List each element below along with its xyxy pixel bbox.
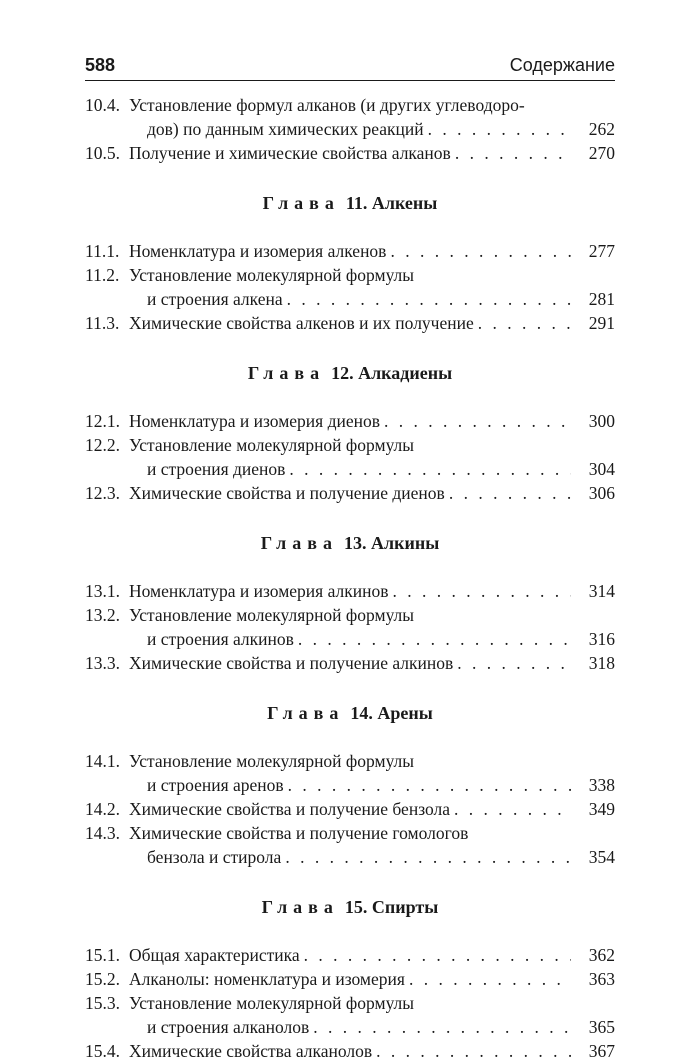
entry-title: и строения алкинов <box>147 629 294 649</box>
entry-title: и строения аренов <box>147 775 284 795</box>
entry-number: 12.3. <box>85 483 120 503</box>
entry-body <box>129 239 615 263</box>
entry-line <box>129 821 615 845</box>
dot-leader <box>409 967 571 991</box>
entry-page: 338 <box>588 775 615 795</box>
chapter-name: 15. Спирты <box>344 897 439 917</box>
entry-body <box>129 943 615 967</box>
chapter-word: Глава <box>247 363 326 383</box>
entry-page: 281 <box>588 289 615 309</box>
entry-line <box>129 1015 615 1039</box>
entry-title: и строения алкена <box>147 289 283 309</box>
dot-leader <box>376 1039 571 1063</box>
toc-entry <box>85 967 615 991</box>
dot-leader <box>390 239 571 263</box>
dot-leader <box>288 773 571 797</box>
entry-page: 277 <box>588 241 615 261</box>
entry-body <box>129 409 615 433</box>
entry-number: 11.2. <box>85 265 120 285</box>
dot-leader <box>457 651 571 675</box>
entry-line <box>129 93 615 117</box>
toc-entry <box>85 749 615 797</box>
entry-line <box>129 797 615 821</box>
toc-entry <box>85 943 615 967</box>
entry-line <box>129 991 615 1015</box>
entry-title: Номенклатура и изомерия диенов <box>129 411 380 431</box>
entry-body <box>129 749 615 797</box>
entry-title: Алканолы: номенклатура и изомерия <box>129 969 405 989</box>
page-number: 588 <box>85 55 116 75</box>
entry-number: 11.1. <box>85 241 120 261</box>
chapter-word: Глава <box>261 897 339 917</box>
entry-number: 15.3. <box>85 993 120 1013</box>
entry-line <box>129 409 615 433</box>
entry-body <box>129 821 615 869</box>
toc-entry <box>85 141 615 165</box>
chapter-name: 13. Алкины <box>343 533 440 553</box>
entry-body <box>129 603 615 651</box>
table-of-contents <box>85 93 615 1063</box>
toc-entry <box>85 1039 615 1063</box>
entry-title: Установление молекулярной формулы <box>129 605 415 625</box>
entry-title: Химические свойства и получение гомологов <box>129 823 469 843</box>
entry-number: 14.3. <box>85 823 120 843</box>
entry-line <box>129 433 615 457</box>
entry-number: 14.2. <box>85 799 120 819</box>
chapter-section <box>85 883 615 1063</box>
entry-title: Получение и химические свойства алканов <box>129 143 451 163</box>
dot-leader <box>428 117 571 141</box>
dot-leader <box>455 141 571 165</box>
entry-title: Установление молекулярной формулы <box>129 265 415 285</box>
entry-line <box>129 651 615 675</box>
entry-body <box>129 651 615 675</box>
entry-body <box>129 141 615 165</box>
entry-number: 13.2. <box>85 605 120 625</box>
chapter-heading <box>85 349 615 397</box>
dot-leader <box>454 797 571 821</box>
entry-body <box>129 433 615 481</box>
entry-line <box>129 845 615 869</box>
entry-page: 306 <box>588 483 615 503</box>
entry-line <box>129 457 615 481</box>
dot-leader <box>285 845 571 869</box>
entry-line <box>129 117 615 141</box>
entry-line <box>129 1039 615 1063</box>
entry-line <box>129 311 615 335</box>
entry-body <box>129 967 615 991</box>
entry-line <box>129 603 615 627</box>
entry-body <box>129 579 615 603</box>
entry-line <box>129 579 615 603</box>
entry-title: Номенклатура и изомерия алкинов <box>129 581 389 601</box>
entry-page: 365 <box>588 1017 615 1037</box>
running-head <box>85 50 615 81</box>
entry-title: Установление молекулярной формулы <box>129 751 415 771</box>
entry-page: 304 <box>588 459 615 479</box>
entry-title: бензола и стирола <box>147 847 282 867</box>
entry-title: Химические свойства алкенов и их получение <box>129 313 474 333</box>
dot-leader <box>449 481 571 505</box>
entry-number: 14.1. <box>85 751 120 771</box>
toc-entry <box>85 991 615 1039</box>
entry-line <box>129 627 615 651</box>
entry-title: дов) по данным химических реакций <box>147 119 424 139</box>
entry-page: 354 <box>588 847 615 867</box>
chapter-heading <box>85 689 615 737</box>
chapter-section <box>85 519 615 675</box>
entry-title: Общая характеристика <box>129 945 300 965</box>
chapter-heading <box>85 519 615 567</box>
toc-entry <box>85 579 615 603</box>
entry-title: Химические свойства и получение диенов <box>129 483 445 503</box>
entry-page: 314 <box>588 581 615 601</box>
entry-number: 10.5. <box>85 143 120 163</box>
chapter-name: 12. Алкадиены <box>331 363 453 383</box>
entry-title: Установление молекулярной формулы <box>129 993 415 1013</box>
entry-number: 12.2. <box>85 435 120 455</box>
entry-body <box>129 93 615 141</box>
chapter-word: Глава <box>262 193 340 213</box>
dot-leader <box>304 943 571 967</box>
dot-leader <box>287 287 571 311</box>
dot-leader <box>289 457 571 481</box>
chapter-name: 11. Алкены <box>345 193 438 213</box>
entry-number: 13.1. <box>85 581 120 601</box>
toc-entry <box>85 433 615 481</box>
chapter-word: Глава <box>260 533 338 553</box>
chapter-section <box>85 349 615 505</box>
dot-leader <box>478 311 571 335</box>
entry-body <box>129 797 615 821</box>
dot-leader <box>392 579 571 603</box>
chapter-name: 14. Арены <box>350 703 433 723</box>
entry-line <box>129 773 615 797</box>
entry-body <box>129 263 615 311</box>
entry-line <box>129 141 615 165</box>
entry-number: 11.3. <box>85 313 120 333</box>
chapter-heading <box>85 883 615 931</box>
toc-entry <box>85 651 615 675</box>
entry-number: 15.2. <box>85 969 120 989</box>
chapter-section <box>85 689 615 869</box>
entry-title: Установление молекулярной формулы <box>129 435 415 455</box>
entry-page: 362 <box>588 945 615 965</box>
toc-entry <box>85 821 615 869</box>
entry-title: Химические свойства и получение бензола <box>129 799 451 819</box>
entry-line <box>129 263 615 287</box>
toc-entry <box>85 263 615 311</box>
section-title: Содержание <box>509 55 615 75</box>
entry-title: Номенклатура и изомерия алкенов <box>129 241 387 261</box>
entry-number: 15.4. <box>85 1041 120 1061</box>
toc-entry <box>85 239 615 263</box>
entry-number: 12.1. <box>85 411 120 431</box>
entry-page: 291 <box>588 313 615 333</box>
entry-number: 13.3. <box>85 653 120 673</box>
entry-page: 349 <box>588 799 615 819</box>
toc-entry <box>85 311 615 335</box>
entry-line <box>129 287 615 311</box>
toc-entry <box>85 797 615 821</box>
toc-entry <box>85 409 615 433</box>
entry-page: 270 <box>588 143 615 163</box>
entry-number: 15.1. <box>85 945 120 965</box>
entry-page: 367 <box>588 1041 615 1061</box>
entry-body <box>129 991 615 1039</box>
entry-page: 318 <box>588 653 615 673</box>
entry-line <box>129 239 615 263</box>
entry-page: 300 <box>588 411 615 431</box>
toc-entry <box>85 603 615 651</box>
chapter-section <box>85 179 615 335</box>
entry-line <box>129 967 615 991</box>
entry-line <box>129 481 615 505</box>
entry-title: и строения алканолов <box>147 1017 310 1037</box>
entry-number: 10.4. <box>85 95 120 115</box>
chapter-heading <box>85 179 615 227</box>
entry-line <box>129 749 615 773</box>
toc-entry <box>85 481 615 505</box>
entry-title: Установление формул алканов (и других углеводоро- <box>129 95 525 115</box>
chapter-word: Глава <box>267 703 345 723</box>
toc-entry <box>85 93 615 141</box>
entry-body <box>129 311 615 335</box>
entry-title: и строения диенов <box>147 459 286 479</box>
dot-leader <box>384 409 571 433</box>
entry-line <box>129 943 615 967</box>
entry-title: Химические свойства и получение алкинов <box>129 653 454 673</box>
dot-leader <box>313 1015 571 1039</box>
entry-page: 316 <box>588 629 615 649</box>
entry-page: 363 <box>588 969 615 989</box>
entry-body <box>129 481 615 505</box>
entry-title: Химические свойства алканолов <box>129 1041 373 1061</box>
entry-page: 262 <box>588 119 615 139</box>
dot-leader <box>298 627 571 651</box>
entry-body <box>129 1039 615 1063</box>
